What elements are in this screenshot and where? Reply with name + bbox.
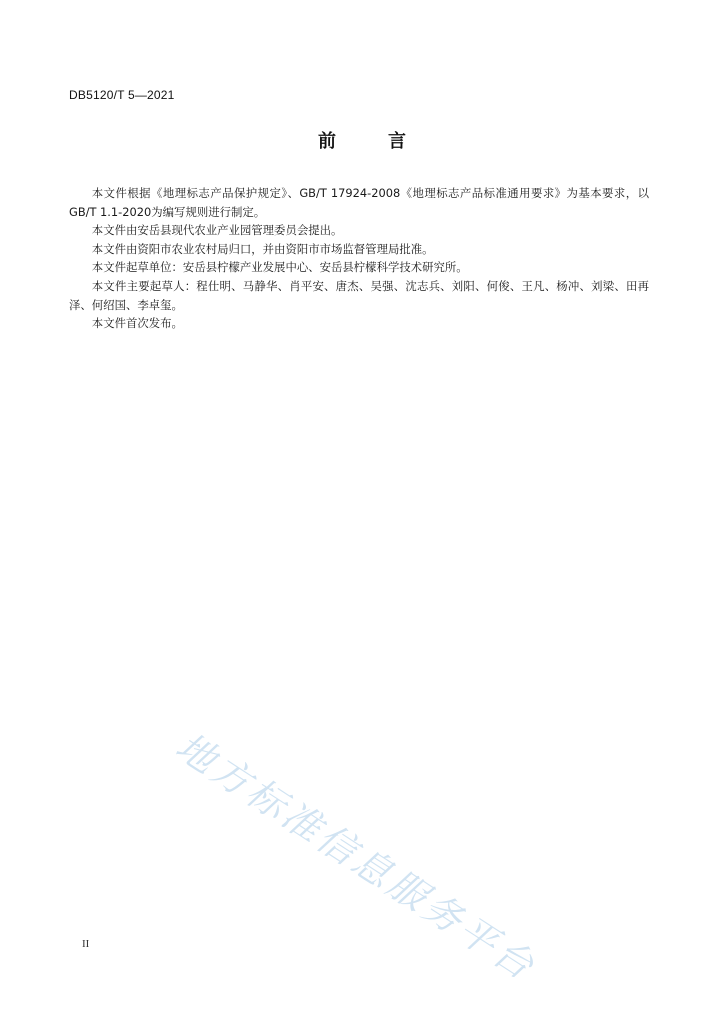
paragraph-first-release: 本文件首次发布。 (91, 316, 183, 331)
paragraph-authority: 本文件由资阳市农业农村局归口，并由资阳市市场监督管理局批准。 (91, 241, 434, 256)
paragraph-basis: 本文件根据《地理标志产品保护规定》、GB/T 17924-2008《地理标志产品标准通用要求》为基本要求，以GB/T 1.1-2020为编写规则进行制定。 (69, 186, 649, 219)
foreword-body (69, 184, 649, 333)
standard-code: DB5120/T 5—2021 (69, 88, 175, 102)
title-char-1: 前 (318, 131, 336, 152)
paragraph-drafting-units: 本文件起草单位：安岳县柠檬产业发展中心、安岳县柠檬科学技术研究所。 (91, 260, 468, 275)
title-char-2: 言 (388, 131, 406, 152)
paragraph-proposer: 本文件由安岳县现代农业产业园管理委员会提出。 (91, 223, 343, 238)
page-title (0, 127, 724, 153)
paragraph-drafters: 本文件主要起草人：程仕明、马静华、肖平安、唐杰、吴强、沈志兵、刘阳、何俊、王凡、杨冲、刘梁、田再泽、何绍国、李卓玺。 (69, 278, 649, 312)
watermark: 地方标准信息服务平台 (168, 723, 545, 990)
page-number: II (82, 938, 90, 950)
